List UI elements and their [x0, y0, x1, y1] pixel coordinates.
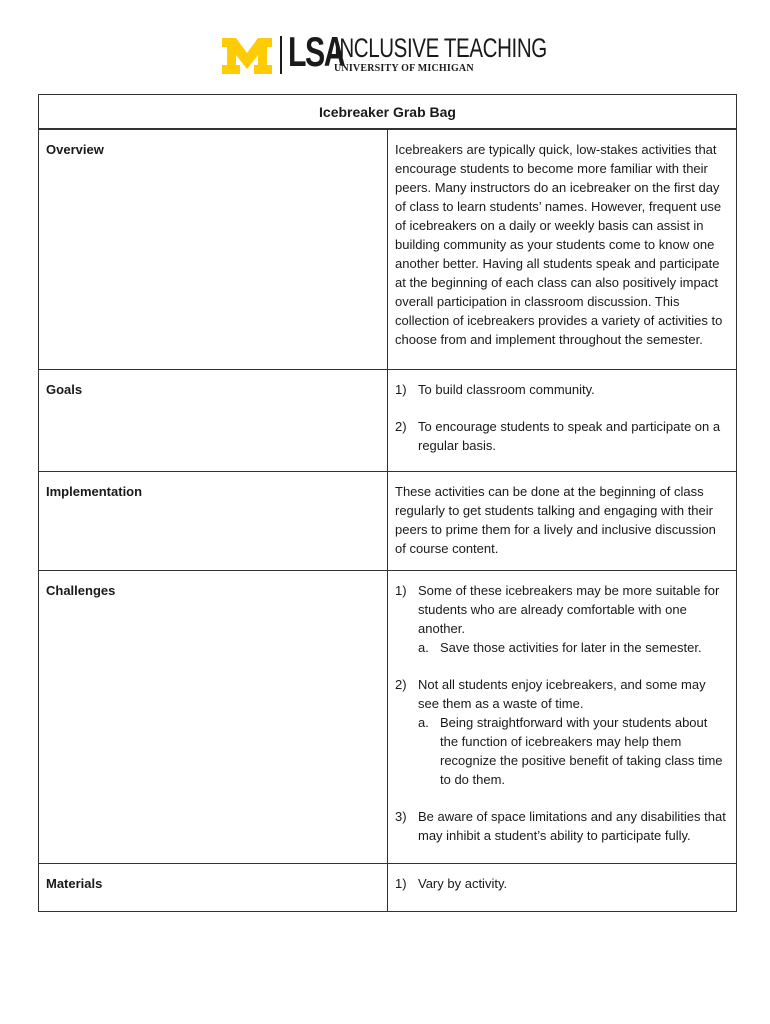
logo-title-text: INCLUSIVE TEACHING	[334, 33, 547, 63]
implementation-content	[388, 472, 737, 571]
list-item-text: To encourage students to speak and participate on a regular basis.	[418, 419, 721, 453]
implementation-text: These activities can be done at the beginning of class regularly to get students talking and engaging with their peers to prime them for a lively and inclusive discussion of course content.	[395, 484, 716, 556]
goals-content	[388, 370, 737, 472]
logo-divider	[280, 36, 282, 74]
list-item	[395, 581, 726, 657]
list-item	[395, 380, 726, 399]
list-item	[395, 807, 726, 845]
implementation-row	[39, 472, 737, 571]
implementation-label: Implementation	[39, 472, 388, 571]
list-number: 1)	[395, 382, 407, 397]
list-number: 1)	[395, 583, 407, 598]
icebreaker-table	[38, 94, 737, 912]
sub-list-letter: a.	[418, 715, 429, 730]
materials-content	[388, 864, 737, 912]
list-item-text: To build classroom community.	[418, 382, 595, 397]
goals-label: Goals	[39, 370, 388, 472]
list-item-text: Be aware of space limitations and any disabilities that may inhibit a student’s ability to participate fully.	[418, 809, 726, 843]
table-title: Icebreaker Grab Bag	[39, 95, 737, 130]
overview-content	[388, 130, 737, 370]
challenges-content	[388, 571, 737, 864]
materials-label: Materials	[39, 864, 388, 912]
challenges-list	[395, 581, 726, 845]
list-number: 2)	[395, 419, 407, 434]
sub-list-item-text: Being straightforward with your students about the function of icebreakers may help them recognize the positive benefit of taking class time to do them.	[440, 715, 723, 787]
overview-row	[39, 130, 737, 370]
list-item-text: Some of these icebreakers may be more suitable for students who are already comfortable with one another.	[418, 583, 720, 636]
challenges-label: Challenges	[39, 571, 388, 864]
list-number: 1)	[395, 876, 407, 891]
list-item-text: Not all students enjoy icebreakers, and some may see them as a waste of time.	[418, 677, 706, 711]
lsa-inclusive-teaching-logo	[222, 28, 552, 78]
list-item-text: Vary by activity.	[418, 876, 508, 891]
list-item	[395, 417, 726, 455]
materials-row	[39, 864, 737, 912]
overview-text: Icebreakers are typically quick, low-stakes activities that encourage students to become more familiar with their peers. Many instructors do an icebreaker on the first day of class to learn students’ names. However, frequent use of icebreakers on a daily or weekly basis can assist in building community as your students come to know one another better. Having all students speak and participate at the beginning of each class can also positively impact overall participation in classroom discussion. This collection of icebreakers provides a variety of activities to choose from and implement throughout the semester.	[395, 142, 723, 347]
list-item	[395, 874, 726, 893]
challenges-row	[39, 571, 737, 864]
list-item	[395, 675, 726, 789]
sub-list-item	[395, 638, 726, 657]
sub-list-item	[395, 713, 726, 789]
list-number: 3)	[395, 809, 407, 824]
table-title-row	[39, 95, 737, 130]
goals-list	[395, 380, 726, 455]
overview-label: Overview	[39, 130, 388, 370]
logo-lsa-text: LSA	[288, 28, 345, 75]
materials-list	[395, 874, 726, 893]
goals-row	[39, 370, 737, 472]
list-number: 2)	[395, 677, 407, 692]
logo-subtitle-text: UNIVERSITY OF MICHIGAN	[334, 63, 474, 74]
sub-list-letter: a.	[418, 640, 429, 655]
sub-list-item-text: Save those activities for later in the semester.	[440, 640, 702, 655]
block-m-logo-icon	[222, 38, 272, 74]
